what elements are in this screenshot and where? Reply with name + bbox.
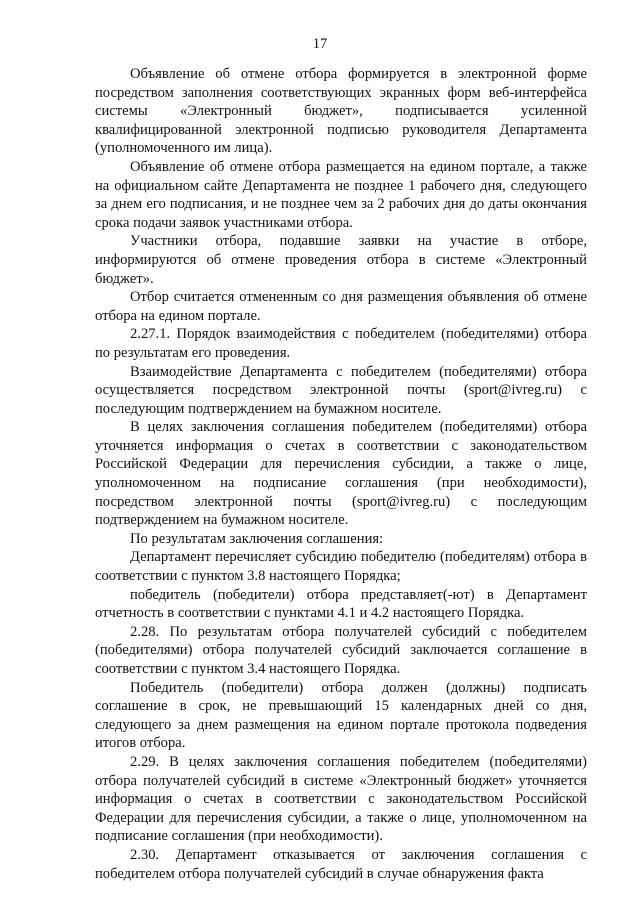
paragraph-participants-informed: Участники отбора, подавшие заявки на участие в отборе, информируются об отмене проведения отбора в системе «Электронный бюджет». xyxy=(95,233,587,287)
paragraph-department-transfers: Департамент перечисляет субсидию победителю (победителям) отбора в соответствии с пунктом 3.8 настоящего Порядка; xyxy=(95,549,587,585)
page-number: 17 xyxy=(312,36,328,52)
paragraph-cancellation-publication: Объявление об отмене отбора размещается на едином портале, а также на официальном сайте Департамента не позднее 1 рабочего дня, следующего за днем его подписания, и не позднее чем за 2 рабочих дня до даты окончания срока подачи заявок участниками отбора. xyxy=(95,158,587,231)
paragraph-interaction-email: Взаимодействие Департамента с победителем (победителями) отбора осуществляется посредством электронной почты (sport@ivreg.ru) с последующим подтверждением на бумажном носителе. xyxy=(95,363,587,417)
paragraph-winner-reports: победитель (победители) отбора представляет(-ют) в Департамент отчетность в соответствии с пунктами 4.1 и 4.2 настоящего Порядка. xyxy=(95,586,587,622)
paragraph-selection-cancelled: Отбор считается отмененным со дня размещения объявления об отмене отбора на едином портале. xyxy=(95,289,587,324)
paragraph-results-intro: По результатам заключения соглашения: xyxy=(130,530,384,547)
paragraph-account-info: В целях заключения соглашения победителем (победителями) отбора уточняется информация о счетах в соответствии с законодательством Российской Федерации для перечисления субсидии, а также о лице, уполномоченном на подписание соглашения (при необходимости), посредством электронной почты (sport@ivreg.ru) с последующим подтверждением на бумажном носителе. xyxy=(95,419,587,529)
paragraph-2-28: 2.28. По результатам отбора получателей субсидий с победителем (победителями) отбора получателей субсидий заключается соглашение в соответствии с пунктом 3.4 настоящего Порядка. xyxy=(95,623,587,677)
document-body xyxy=(95,65,587,883)
paragraph-2-27-1: 2.27.1. Порядок взаимодействия с победителем (победителями) отбора по результатам его проведения. xyxy=(95,326,587,361)
paragraph-cancellation-form: Объявление об отмене отбора формируется в электронной форме посредством заполнения соответствующих экранных форм веб-интерфейса системы «Электронный бюджет», подписывается усиленной квалифицированной электронной подписью руководителя Департамента (уполномоченного им лица). xyxy=(95,66,587,157)
paragraph-2-30: 2.30. Департамент отказывается от заключения соглашения с победителем отбора получателей субсидий в случае обнаружения факта xyxy=(95,846,587,882)
paragraph-signing-deadline: Победитель (победители) отбора должен (должны) подписать соглашение в срок, не превышающий 15 календарных дней со дня, следующего за днем размещения на едином портале протокола подведения итогов отбора. xyxy=(95,679,587,752)
paragraph-2-29: 2.29. В целях заключения соглашения победителем (победителями) отбора получателей субсидий в системе «Электронный бюджет» уточняется информация о счетах в соответствии с законодательством Российской Федерации для перечисления субсидии, а также о лице, уполномоченном на подписание соглашения (при необходимости). xyxy=(95,753,587,845)
